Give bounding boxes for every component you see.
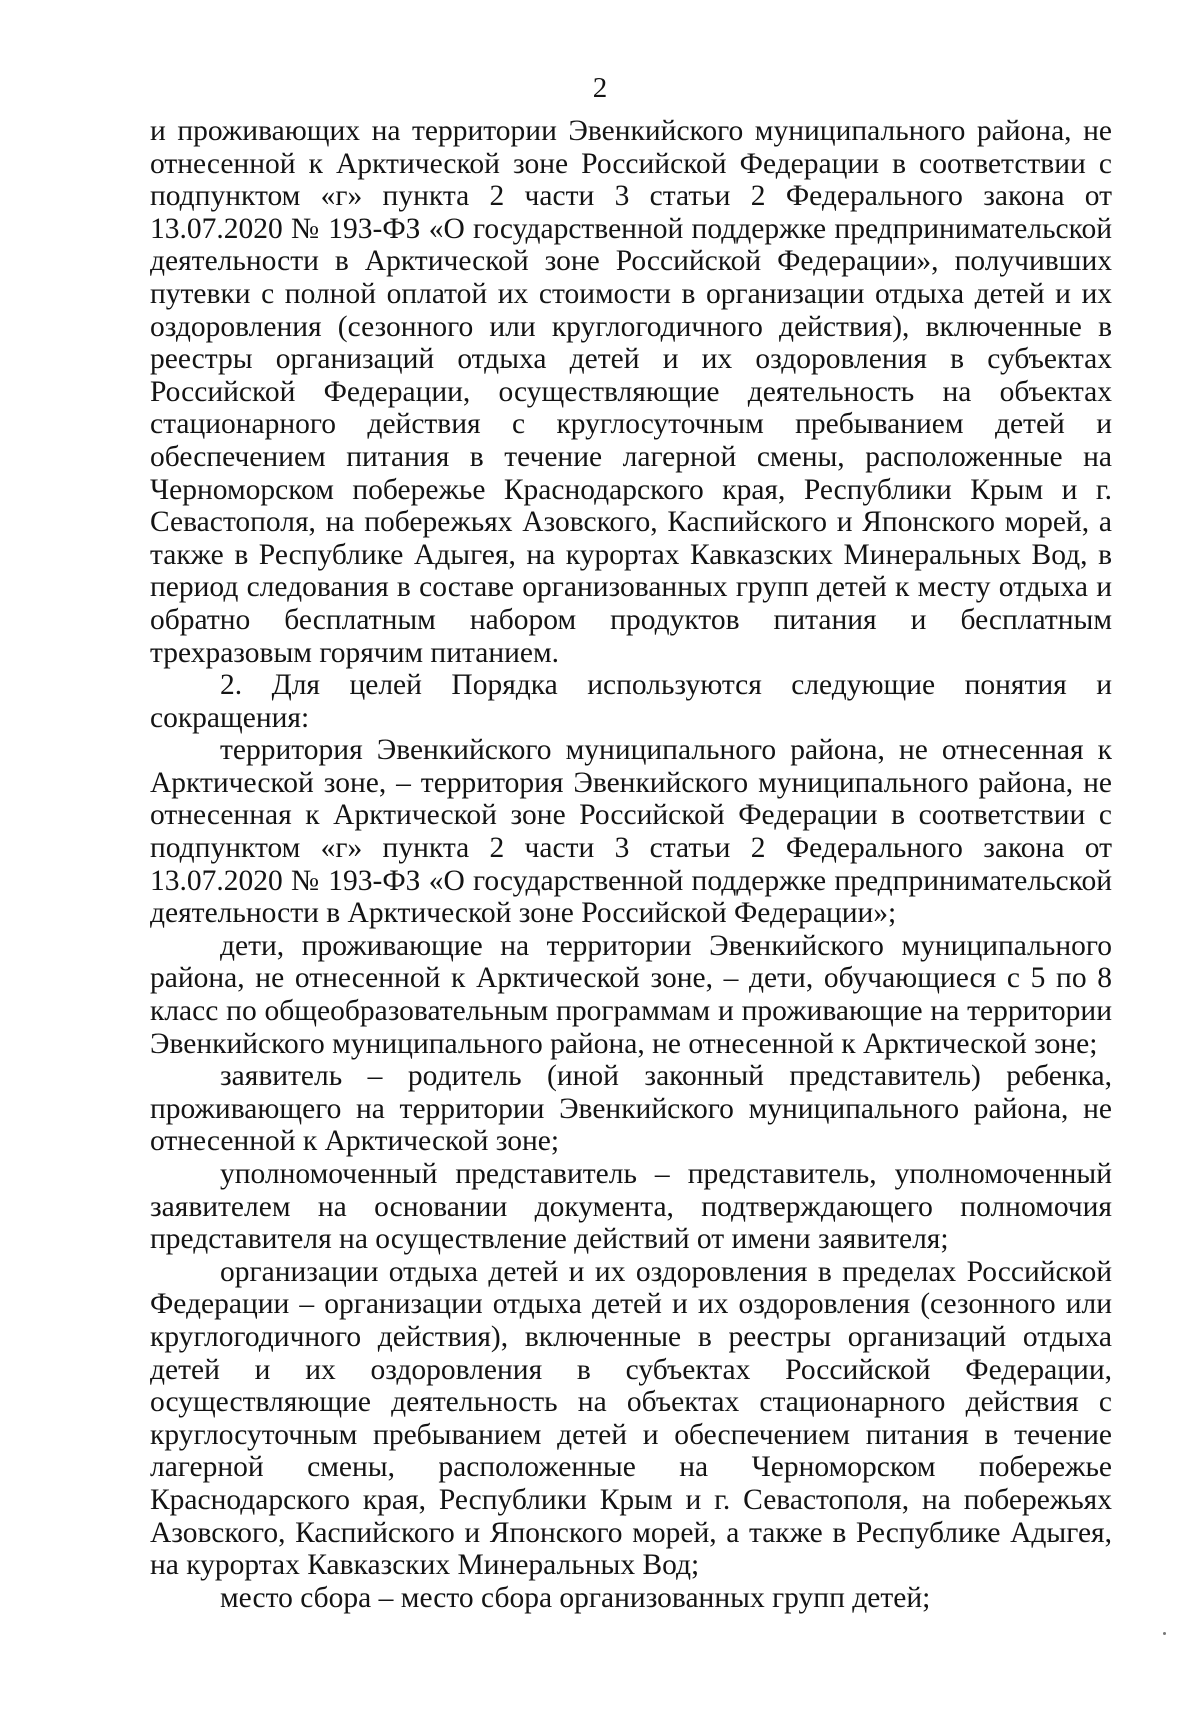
document-body bbox=[150, 115, 1112, 1614]
definition-applicant: заявитель – родитель (иной законный представитель) ребенка, проживающего на территории Эвенкийского муниципального района, не отнесенной к Арктической зоне; bbox=[150, 1060, 1112, 1158]
scan-speck bbox=[1163, 1632, 1166, 1635]
paragraph-section-2-intro: 2. Для целей Порядка используются следующие понятия и сокращения: bbox=[150, 669, 1112, 734]
page-number: 2 bbox=[592, 72, 608, 104]
definition-authorized-representative: уполномоченный представитель – представитель, уполномоченный заявителем на основании документа, подтверждающего полномочия представителя на осуществление действий от имени заявителя; bbox=[150, 1158, 1112, 1256]
definition-recreation-organizations: организации отдыха детей и их оздоровления в пределах Российской Федерации – организации отдыха детей и их оздоровления (сезонного или круглогодичного действия), включенные в реестры организаций отдыха детей и их оздоровления в субъектах Российской Федерации, осуществляющие деятельность на объектах стационарного действия с круглосуточным пребыванием детей и обеспечением питания в течение лагерной смены, расположенные на Черноморском побережье Краснодарского края, Республики Крым и г. Севастополя, на побережьях Азовского, Каспийского и Японского морей, а также в Республике Адыгея, на курортах Кавказских Минеральных Вод; bbox=[150, 1255, 1112, 1582]
definition-assembly-point: место сбора – место сбора организованных групп детей; bbox=[220, 1581, 931, 1614]
paragraph-continuation: и проживающих на территории Эвенкийского муниципального района, не отнесенной к Арктической зоне Российской Федерации в соответствии с подпунктом «г» пункта 2 части 3 статьи 2 Федерального закона от 13.07.2020 № 193-ФЗ «О государственной поддержке предпринимательской деятельности в Арктической зоне Российской Федерации», получивших путевки с полной оплатой их стоимости в организации отдыха детей и их оздоровления (сезонного или круглогодичного действия), включенные в реестры организаций отдыха детей и их оздоровления в субъектах Российской Федерации, осуществляющие деятельность на объектах стационарного действия с круглосуточным пребыванием детей и обеспечением питания в течение лагерной смены, расположенные на Черноморском побережье Краснодарского края, Республики Крым и г. Севастополя, на побережьях Азовского, Каспийского и Японского морей, а также в Республике Адыгея, на курортах Кавказских Минеральных Вод, в период следования в составе организованных групп детей к месту отдыха и обратно бесплатным набором продуктов питания и бесплатным трехразовым горячим питанием. bbox=[150, 115, 1112, 669]
definition-territory: территория Эвенкийского муниципального района, не отнесенная к Арктической зоне, – территория Эвенкийского муниципального района, не отнесенная к Арктической зоне Российской Федерации в соответствии с подпунктом «г» пункта 2 части 3 статьи 2 Федерального закона от 13.07.2020 № 193-ФЗ «О государственной поддержке предпринимательской деятельности в Арктической зоне Российской Федерации»; bbox=[150, 734, 1112, 930]
definition-children: дети, проживающие на территории Эвенкийского муниципального района, не отнесенной к Арктической зоне, – дети, обучающиеся с 5 по 8 класс по общеобразовательным программам и проживающие на территории Эвенкийского муниципального района, не отнесенной к Арктической зоне; bbox=[150, 929, 1112, 1060]
